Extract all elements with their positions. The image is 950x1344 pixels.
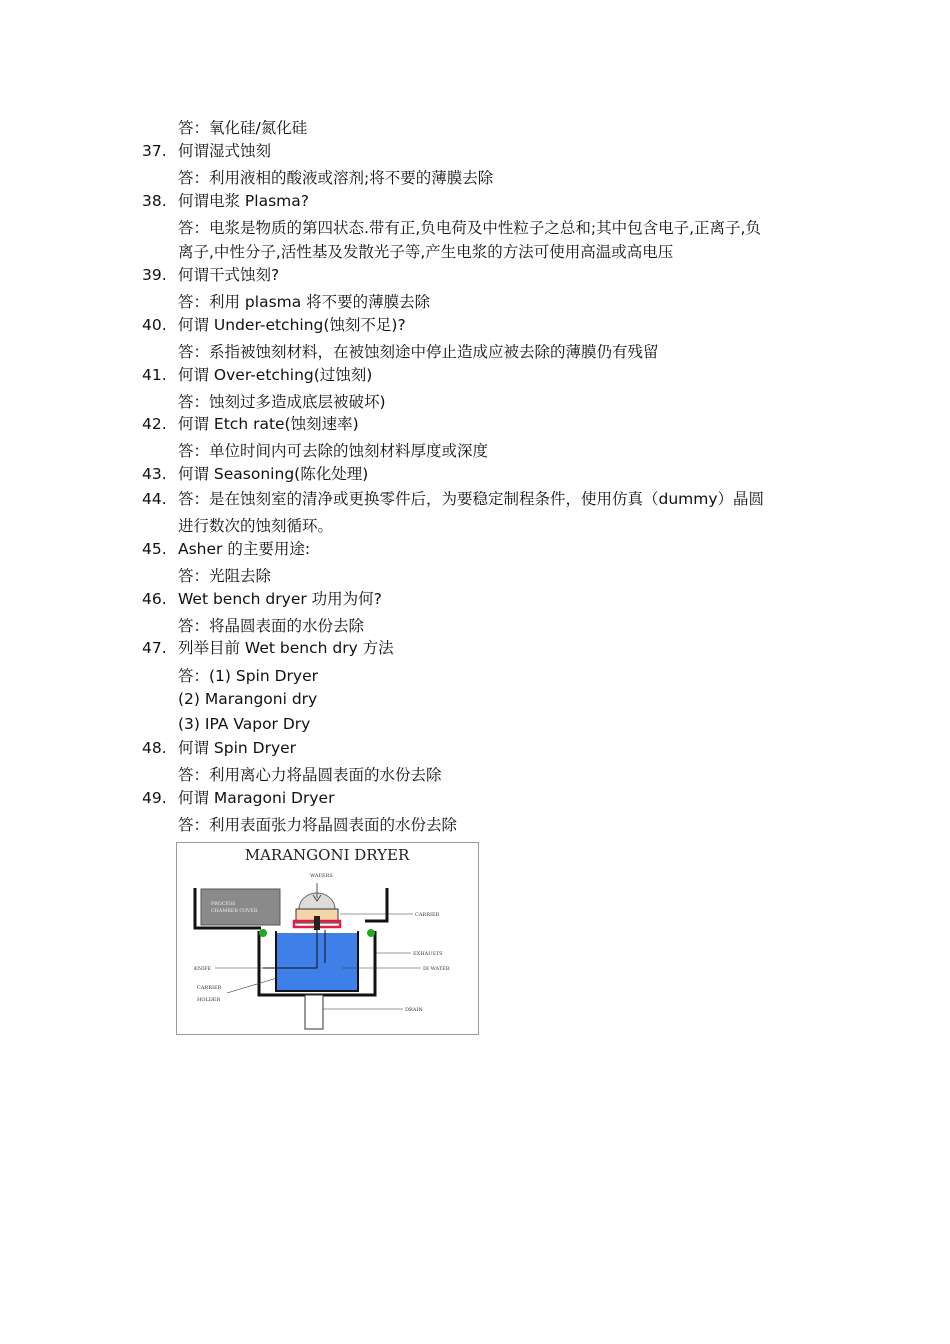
- right-nozzle: [367, 929, 375, 937]
- answer-38-line1: 答：电浆是物质的第四状态.带有正,负电荷及中性粒子之总和;其中包含电子,正离子,负: [178, 219, 761, 237]
- question-45: Asher 的主要用途:: [178, 540, 311, 558]
- question-number-39: 39.: [142, 266, 167, 284]
- left-nozzle: [259, 929, 267, 937]
- question-number-46: 46.: [142, 590, 167, 608]
- marangoni-dryer-figure: [176, 842, 479, 1035]
- answer-45: 答：光阻去除: [178, 567, 272, 585]
- question-41: 何谓 Over-etching(过蚀刻): [178, 366, 373, 384]
- answer-39: 答：利用 plasma 将不要的薄膜去除: [178, 293, 431, 311]
- marangoni-dryer-diagram: [177, 843, 478, 1034]
- label-exhausts: EXHAUSTS: [413, 951, 443, 957]
- question-39: 何谓干式蚀刻?: [178, 266, 280, 284]
- answer-36: 答：氧化硅/氮化硅: [178, 119, 308, 137]
- label-wafers: WAFERS: [310, 873, 333, 879]
- question-42: 何谓 Etch rate(蚀刻速率): [178, 415, 359, 433]
- answer-41: 答：蚀刻过多造成底层被破坏): [178, 393, 386, 411]
- answer-48: 答：利用离心力将晶圆表面的水份去除: [178, 766, 442, 784]
- figure-title: MARANGONI DRYER: [244, 846, 410, 864]
- answer-47-line3: (3) IPA Vapor Dry: [178, 715, 311, 733]
- question-40: 何谓 Under-etching(蚀刻不足)?: [178, 316, 406, 334]
- answer-49: 答：利用表面张力将晶圆表面的水份去除: [178, 816, 458, 834]
- question-number-44: 44.: [142, 490, 167, 508]
- question-number-43: 43.: [142, 465, 167, 483]
- question-49: 何谓 Maragoni Dryer: [178, 789, 335, 807]
- process-chamber-cover: [201, 889, 280, 925]
- answer-42: 答：单位时间内可去除的蚀刻材料厚度或深度: [178, 442, 489, 460]
- question-43: 何谓 Seasoning(陈化处理): [178, 465, 369, 483]
- answer-47-line1: 答：(1) Spin Dryer: [178, 667, 319, 685]
- right-outer-wall: [365, 888, 387, 921]
- label-process: PROCESS: [211, 902, 236, 907]
- answer-38-line2: 离子,中性分子,活性基及发散光子等,产生电浆的方法可使用高温或高电压: [178, 243, 674, 261]
- answer-47-line2: (2) Marangoni dry: [178, 690, 318, 708]
- label-chamber-cover: CHAMBER COVER: [211, 909, 258, 914]
- label-drain: DRAIN: [405, 1007, 423, 1013]
- answer-44-line2: 进行数次的蚀刻循环。: [178, 517, 334, 535]
- answer-46: 答：将晶圆表面的水份去除: [178, 617, 365, 635]
- label-knife: KNIFE: [194, 966, 212, 972]
- question-number-42: 42.: [142, 415, 167, 433]
- question-number-49: 49.: [142, 789, 167, 807]
- label-carrier: CARRIER: [415, 912, 440, 918]
- question-number-38: 38.: [142, 192, 167, 210]
- question-number-37: 37.: [142, 142, 167, 160]
- question-number-48: 48.: [142, 739, 167, 757]
- question-number-40: 40.: [142, 316, 167, 334]
- question-number-41: 41.: [142, 366, 167, 384]
- label-di-water: DI WATER: [423, 966, 450, 972]
- question-37: 何谓湿式蚀刻: [178, 142, 272, 160]
- question-46: Wet bench dryer 功用为何?: [178, 590, 382, 608]
- question-48: 何谓 Spin Dryer: [178, 739, 297, 757]
- answer-44-line1: 答：是在蚀刻室的清净或更换零件后，为要稳定制程条件，使用仿真（dummy）晶圆: [178, 490, 765, 508]
- carrier-stem: [314, 916, 320, 930]
- carrier-holder-leader: [227, 978, 277, 993]
- question-number-45: 45.: [142, 540, 167, 558]
- label-carrier-holder-1: CARRIER: [197, 985, 222, 991]
- answer-37: 答：利用液相的酸液或溶剂;将不要的薄膜去除: [178, 169, 494, 187]
- question-number-47: 47.: [142, 639, 167, 657]
- question-47: 列举目前 Wet bench dry 方法: [178, 639, 394, 657]
- drain-pipe: [305, 995, 323, 1029]
- label-carrier-holder-2: HOLDER: [197, 997, 221, 1003]
- question-38: 何谓电浆 Plasma?: [178, 192, 309, 210]
- answer-40: 答：系指被蚀刻材料，在被蚀刻途中停止造成应被去除的薄膜仍有残留: [178, 343, 659, 361]
